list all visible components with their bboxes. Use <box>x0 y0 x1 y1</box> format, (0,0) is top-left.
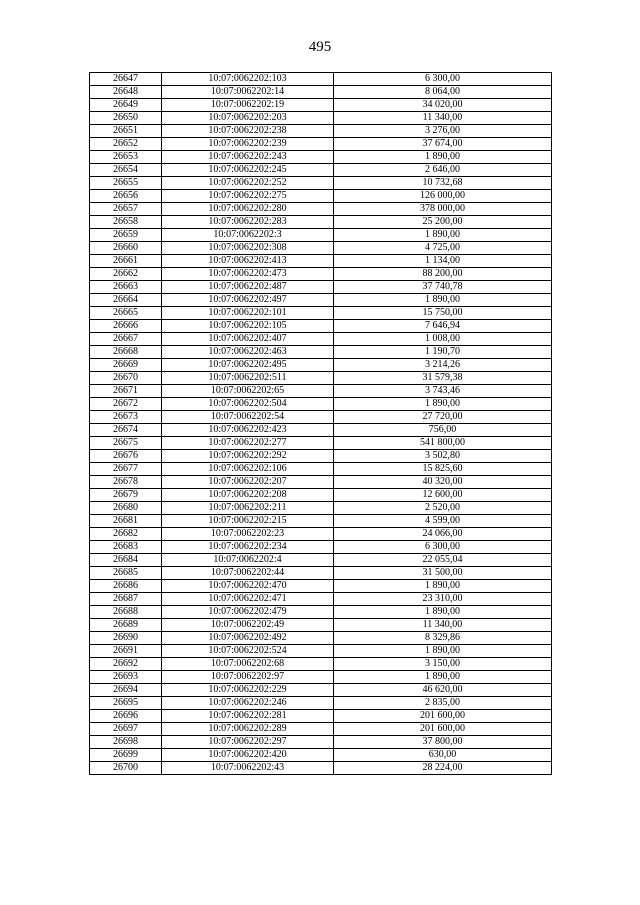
value-cell: 1 890,00 <box>334 229 552 242</box>
value-cell: 31 579,38 <box>334 372 552 385</box>
table-row <box>90 593 552 606</box>
table-row <box>90 645 552 658</box>
value-cell: 1 890,00 <box>334 645 552 658</box>
cadastral-number-cell: 10:07:0062202:292 <box>162 450 334 463</box>
row-number-cell: 26676 <box>90 450 162 463</box>
value-cell: 37 674,00 <box>334 138 552 151</box>
cadastral-number-cell: 10:07:0062202:211 <box>162 502 334 515</box>
cadastral-number-cell: 10:07:0062202:277 <box>162 437 334 450</box>
row-number-cell: 26675 <box>90 437 162 450</box>
row-number-cell: 26694 <box>90 684 162 697</box>
table-row <box>90 359 552 372</box>
row-number-cell: 26671 <box>90 385 162 398</box>
table-row <box>90 177 552 190</box>
table-row <box>90 372 552 385</box>
cadastral-number-cell: 10:07:0062202:479 <box>162 606 334 619</box>
table-row <box>90 203 552 216</box>
row-number-cell: 26693 <box>90 671 162 684</box>
table-row <box>90 437 552 450</box>
cadastral-number-cell: 10:07:0062202:283 <box>162 216 334 229</box>
cadastral-number-cell: 10:07:0062202:511 <box>162 372 334 385</box>
table-row <box>90 710 552 723</box>
row-number-cell: 26663 <box>90 281 162 294</box>
row-number-cell: 26681 <box>90 515 162 528</box>
table-row <box>90 411 552 424</box>
value-cell: 1 890,00 <box>334 580 552 593</box>
cadastral-number-cell: 10:07:0062202:4 <box>162 554 334 567</box>
cadastral-number-cell: 10:07:0062202:207 <box>162 476 334 489</box>
value-cell: 8 329,86 <box>334 632 552 645</box>
value-cell: 541 800,00 <box>334 437 552 450</box>
page-number: 495 <box>308 39 332 55</box>
value-cell: 15 825,60 <box>334 463 552 476</box>
value-cell: 23 310,00 <box>334 593 552 606</box>
value-cell: 201 600,00 <box>334 723 552 736</box>
cadastral-number-cell: 10:07:0062202:43 <box>162 762 334 775</box>
table-row <box>90 281 552 294</box>
row-number-cell: 26660 <box>90 242 162 255</box>
table-row <box>90 112 552 125</box>
table-row <box>90 749 552 762</box>
row-number-cell: 26651 <box>90 125 162 138</box>
cadastral-number-cell: 10:07:0062202:14 <box>162 86 334 99</box>
value-cell: 1 890,00 <box>334 294 552 307</box>
cadastral-number-cell: 10:07:0062202:44 <box>162 567 334 580</box>
row-number-cell: 26674 <box>90 424 162 437</box>
table-row <box>90 398 552 411</box>
row-number-cell: 26688 <box>90 606 162 619</box>
cadastral-number-cell: 10:07:0062202:413 <box>162 255 334 268</box>
row-number-cell: 26661 <box>90 255 162 268</box>
cadastral-number-cell: 10:07:0062202:239 <box>162 138 334 151</box>
value-cell: 3 150,00 <box>334 658 552 671</box>
value-cell: 1 890,00 <box>334 151 552 164</box>
cadastral-number-cell: 10:07:0062202:97 <box>162 671 334 684</box>
table-row <box>90 151 552 164</box>
row-number-cell: 26662 <box>90 268 162 281</box>
row-number-cell: 26698 <box>90 736 162 749</box>
value-cell: 3 276,00 <box>334 125 552 138</box>
value-cell: 10 732,68 <box>334 177 552 190</box>
cadastral-number-cell: 10:07:0062202:65 <box>162 385 334 398</box>
value-cell: 1 190,70 <box>334 346 552 359</box>
cadastral-number-cell: 10:07:0062202:245 <box>162 164 334 177</box>
table-row <box>90 294 552 307</box>
cadastral-number-cell: 10:07:0062202:68 <box>162 658 334 671</box>
cadastral-number-cell: 10:07:0062202:281 <box>162 710 334 723</box>
row-number-cell: 26684 <box>90 554 162 567</box>
cadastral-number-cell: 10:07:0062202:463 <box>162 346 334 359</box>
row-number-cell: 26648 <box>90 86 162 99</box>
cadastral-number-cell: 10:07:0062202:495 <box>162 359 334 372</box>
table-row <box>90 125 552 138</box>
table-row <box>90 138 552 151</box>
row-number-cell: 26692 <box>90 658 162 671</box>
table-row <box>90 476 552 489</box>
cadastral-number-cell: 10:07:0062202:3 <box>162 229 334 242</box>
cadastral-number-cell: 10:07:0062202:423 <box>162 424 334 437</box>
row-number-cell: 26672 <box>90 398 162 411</box>
value-cell: 2 646,00 <box>334 164 552 177</box>
table-row <box>90 723 552 736</box>
row-number-cell: 26659 <box>90 229 162 242</box>
row-number-cell: 26687 <box>90 593 162 606</box>
row-number-cell: 26670 <box>90 372 162 385</box>
value-cell: 2 835,00 <box>334 697 552 710</box>
value-cell: 1 134,00 <box>334 255 552 268</box>
row-number-cell: 26658 <box>90 216 162 229</box>
cadastral-number-cell: 10:07:0062202:103 <box>162 73 334 86</box>
cadastral-number-cell: 10:07:0062202:308 <box>162 242 334 255</box>
row-number-cell: 26669 <box>90 359 162 372</box>
value-cell: 630,00 <box>334 749 552 762</box>
cadastral-number-cell: 10:07:0062202:106 <box>162 463 334 476</box>
row-number-cell: 26668 <box>90 346 162 359</box>
table-row <box>90 73 552 86</box>
cadastral-number-cell: 10:07:0062202:203 <box>162 112 334 125</box>
table-row <box>90 385 552 398</box>
table-row <box>90 502 552 515</box>
cadastral-number-cell: 10:07:0062202:234 <box>162 541 334 554</box>
row-number-cell: 26657 <box>90 203 162 216</box>
cadastral-number-cell: 10:07:0062202:275 <box>162 190 334 203</box>
cadastral-number-cell: 10:07:0062202:238 <box>162 125 334 138</box>
table-row <box>90 307 552 320</box>
table-row <box>90 99 552 112</box>
cadastral-number-cell: 10:07:0062202:215 <box>162 515 334 528</box>
row-number-cell: 26686 <box>90 580 162 593</box>
value-cell: 6 300,00 <box>334 541 552 554</box>
row-number-cell: 26685 <box>90 567 162 580</box>
table-row <box>90 424 552 437</box>
cadastral-number-cell: 10:07:0062202:420 <box>162 749 334 762</box>
table-row <box>90 255 552 268</box>
table-row <box>90 268 552 281</box>
table-row <box>90 632 552 645</box>
cadastral-number-cell: 10:07:0062202:208 <box>162 489 334 502</box>
row-number-cell: 26695 <box>90 697 162 710</box>
row-number-cell: 26653 <box>90 151 162 164</box>
row-number-cell: 26649 <box>90 99 162 112</box>
table-row <box>90 541 552 554</box>
registry-table <box>89 72 552 775</box>
cadastral-number-cell: 10:07:0062202:407 <box>162 333 334 346</box>
row-number-cell: 26696 <box>90 710 162 723</box>
value-cell: 3 214,26 <box>334 359 552 372</box>
cadastral-number-cell: 10:07:0062202:492 <box>162 632 334 645</box>
row-number-cell: 26664 <box>90 294 162 307</box>
table-row <box>90 671 552 684</box>
cadastral-number-cell: 10:07:0062202:54 <box>162 411 334 424</box>
value-cell: 15 750,00 <box>334 307 552 320</box>
table-row <box>90 567 552 580</box>
row-number-cell: 26691 <box>90 645 162 658</box>
table-body <box>90 73 552 775</box>
value-cell: 3 743,46 <box>334 385 552 398</box>
table-row <box>90 242 552 255</box>
value-cell: 40 320,00 <box>334 476 552 489</box>
row-number-cell: 26652 <box>90 138 162 151</box>
value-cell: 756,00 <box>334 424 552 437</box>
cadastral-number-cell: 10:07:0062202:252 <box>162 177 334 190</box>
value-cell: 4 599,00 <box>334 515 552 528</box>
table-row <box>90 489 552 502</box>
table-row <box>90 762 552 775</box>
table-row <box>90 515 552 528</box>
value-cell: 37 740,78 <box>334 281 552 294</box>
value-cell: 34 020,00 <box>334 99 552 112</box>
row-number-cell: 26656 <box>90 190 162 203</box>
row-number-cell: 26680 <box>90 502 162 515</box>
table-row <box>90 450 552 463</box>
cadastral-number-cell: 10:07:0062202:23 <box>162 528 334 541</box>
cadastral-number-cell: 10:07:0062202:280 <box>162 203 334 216</box>
row-number-cell: 26650 <box>90 112 162 125</box>
table-row <box>90 190 552 203</box>
value-cell: 378 000,00 <box>334 203 552 216</box>
row-number-cell: 26665 <box>90 307 162 320</box>
row-number-cell: 26647 <box>90 73 162 86</box>
table-row <box>90 658 552 671</box>
cadastral-number-cell: 10:07:0062202:524 <box>162 645 334 658</box>
value-cell: 88 200,00 <box>334 268 552 281</box>
table-row <box>90 606 552 619</box>
value-cell: 25 200,00 <box>334 216 552 229</box>
table-row <box>90 229 552 242</box>
cadastral-number-cell: 10:07:0062202:19 <box>162 99 334 112</box>
value-cell: 28 224,00 <box>334 762 552 775</box>
table-row <box>90 684 552 697</box>
table-row <box>90 333 552 346</box>
value-cell: 3 502,80 <box>334 450 552 463</box>
row-number-cell: 26682 <box>90 528 162 541</box>
cadastral-number-cell: 10:07:0062202:504 <box>162 398 334 411</box>
value-cell: 27 720,00 <box>334 411 552 424</box>
row-number-cell: 26697 <box>90 723 162 736</box>
value-cell: 201 600,00 <box>334 710 552 723</box>
row-number-cell: 26699 <box>90 749 162 762</box>
cadastral-number-cell: 10:07:0062202:289 <box>162 723 334 736</box>
row-number-cell: 26683 <box>90 541 162 554</box>
row-number-cell: 26689 <box>90 619 162 632</box>
table-row <box>90 554 552 567</box>
row-number-cell: 26654 <box>90 164 162 177</box>
table-row <box>90 736 552 749</box>
value-cell: 1 890,00 <box>334 671 552 684</box>
cadastral-number-cell: 10:07:0062202:105 <box>162 320 334 333</box>
value-cell: 7 646,94 <box>334 320 552 333</box>
cadastral-number-cell: 10:07:0062202:49 <box>162 619 334 632</box>
value-cell: 31 500,00 <box>334 567 552 580</box>
value-cell: 22 055,04 <box>334 554 552 567</box>
value-cell: 24 066,00 <box>334 528 552 541</box>
value-cell: 126 000,00 <box>334 190 552 203</box>
cadastral-number-cell: 10:07:0062202:487 <box>162 281 334 294</box>
value-cell: 2 520,00 <box>334 502 552 515</box>
value-cell: 12 600,00 <box>334 489 552 502</box>
table-row <box>90 164 552 177</box>
table-row <box>90 463 552 476</box>
row-number-cell: 26673 <box>90 411 162 424</box>
value-cell: 46 620,00 <box>334 684 552 697</box>
cadastral-number-cell: 10:07:0062202:497 <box>162 294 334 307</box>
value-cell: 11 340,00 <box>334 112 552 125</box>
row-number-cell: 26700 <box>90 762 162 775</box>
row-number-cell: 26679 <box>90 489 162 502</box>
cadastral-number-cell: 10:07:0062202:243 <box>162 151 334 164</box>
row-number-cell: 26667 <box>90 333 162 346</box>
value-cell: 11 340,00 <box>334 619 552 632</box>
value-cell: 1 890,00 <box>334 398 552 411</box>
row-number-cell: 26655 <box>90 177 162 190</box>
cadastral-number-cell: 10:07:0062202:101 <box>162 307 334 320</box>
cadastral-number-cell: 10:07:0062202:246 <box>162 697 334 710</box>
table-row <box>90 697 552 710</box>
table-row <box>90 216 552 229</box>
row-number-cell: 26666 <box>90 320 162 333</box>
table-row <box>90 528 552 541</box>
row-number-cell: 26678 <box>90 476 162 489</box>
table-row <box>90 320 552 333</box>
table-row <box>90 86 552 99</box>
cadastral-number-cell: 10:07:0062202:470 <box>162 580 334 593</box>
value-cell: 6 300,00 <box>334 73 552 86</box>
row-number-cell: 26690 <box>90 632 162 645</box>
value-cell: 1 008,00 <box>334 333 552 346</box>
table-row <box>90 346 552 359</box>
table-row <box>90 619 552 632</box>
value-cell: 37 800,00 <box>334 736 552 749</box>
cadastral-number-cell: 10:07:0062202:297 <box>162 736 334 749</box>
table-row <box>90 580 552 593</box>
cadastral-number-cell: 10:07:0062202:471 <box>162 593 334 606</box>
value-cell: 4 725,00 <box>334 242 552 255</box>
cadastral-number-cell: 10:07:0062202:473 <box>162 268 334 281</box>
cadastral-number-cell: 10:07:0062202:229 <box>162 684 334 697</box>
row-number-cell: 26677 <box>90 463 162 476</box>
value-cell: 1 890,00 <box>334 606 552 619</box>
value-cell: 8 064,00 <box>334 86 552 99</box>
